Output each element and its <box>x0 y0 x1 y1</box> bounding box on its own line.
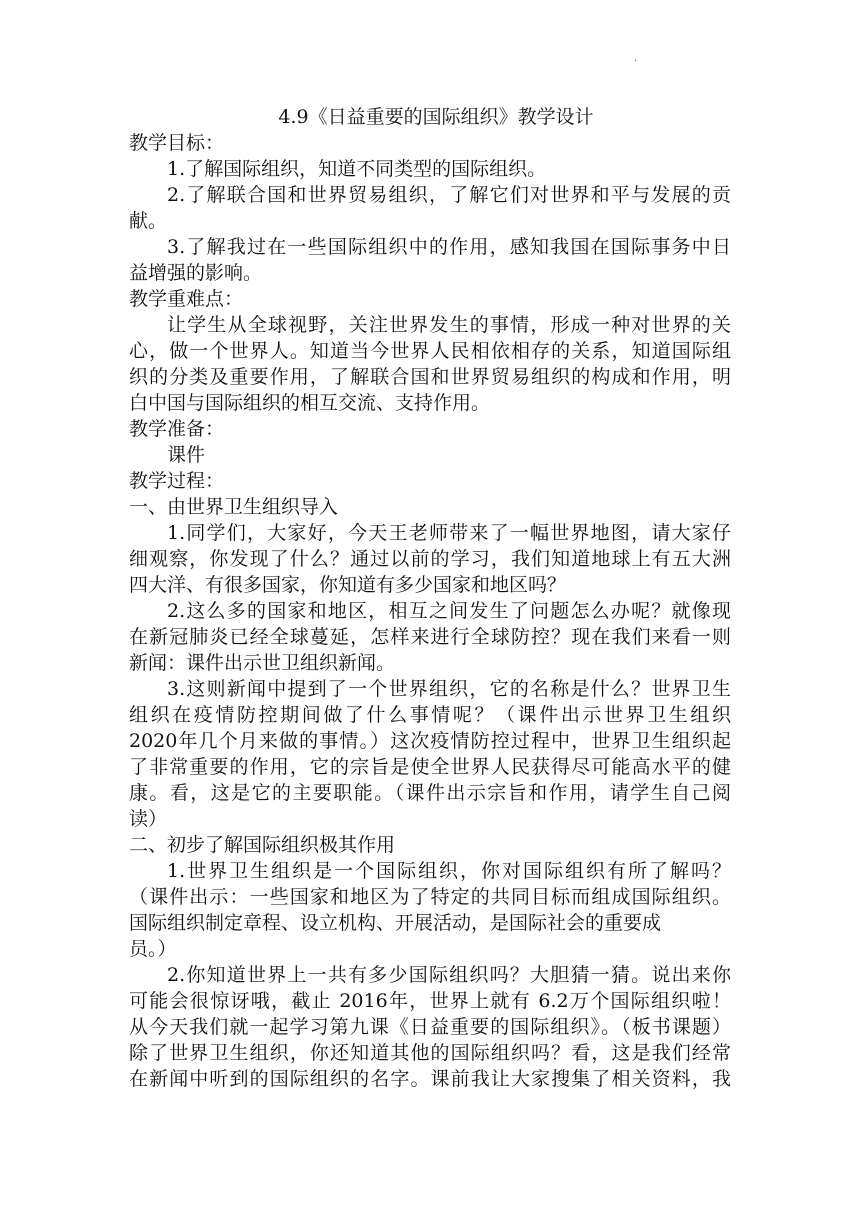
text-line: 除了世界卫生组织，你还知道其他的国际组织吗？看，这是我们经常 <box>129 1042 731 1064</box>
text-line: 可能会很惊讶哦，截止 2016年，世界上就有 6.2万个国际组织啦！ <box>129 990 731 1012</box>
document-sections <box>129 130 731 1092</box>
text-line: 在新闻中听到的国际组织的名字。课前我让大家搜集了相关资料，我 <box>129 1068 731 1090</box>
text-line: 献。 <box>129 210 168 232</box>
text-line: 3.这则新闻中提到了一个世界组织，它的名称是什么？世界卫生 <box>167 678 731 700</box>
section-heading: 教学准备： <box>129 418 225 440</box>
section-heading: 教学重难点： <box>129 288 244 310</box>
section-heading: 教学目标： <box>129 132 225 154</box>
text-line: 新闻：课件出示世卫组织新闻。 <box>129 652 396 674</box>
corner-mark: . <box>634 53 638 64</box>
document-title: 4.9《日益重要的国际组织》教学设计 <box>278 106 594 128</box>
text-line: 员。） <box>129 938 177 960</box>
section-heading: 二、初步了解国际组织极其作用 <box>129 834 396 856</box>
text-line: 组织在疫情防控期间做了什么事情呢？（课件出示世界卫生组织 <box>129 704 731 726</box>
text-line: 课件 <box>167 444 206 466</box>
text-line: 1.同学们，大家好，今天王老师带来了一幅世界地图，请大家仔 <box>167 522 731 544</box>
text-line: 1.世界卫生组织是一个国际组织，你对国际组织有所了解吗？ <box>167 860 731 882</box>
text-line: 2.你知道世界上一共有多少国际组织吗？大胆猜一猜。说出来你 <box>167 964 731 986</box>
text-line: 2.了解联合国和世界贸易组织，了解它们对世界和平与发展的贡 <box>167 184 731 206</box>
document-section <box>129 416 731 468</box>
text-line: 了非常重要的作用，它的宗旨是使全世界人民获得尽可能高水平的健 <box>129 756 731 778</box>
text-line: 细观察，你发现了什么？通过以前的学习，我们知道地球上有五大洲 <box>129 548 731 570</box>
text-line: 读） <box>129 808 168 830</box>
text-line: 2.这么多的国家和地区，相互之间发生了问题怎么办呢？就像现 <box>167 600 731 622</box>
document-body <box>129 104 731 1092</box>
text-line: 心，做一个世界人。知道当今世界人民相依相存的关系，知道国际组 <box>129 340 731 362</box>
text-line: 在新冠肺炎已经全球蔓延，怎样来进行全球防控？现在我们来看一则 <box>129 626 731 648</box>
text-line: 国际组织制定章程、设立机构、开展活动，是国际社会的重要成 <box>129 912 662 934</box>
document-section <box>129 130 731 286</box>
document-section <box>129 468 731 494</box>
section-heading: 教学过程： <box>129 470 225 492</box>
text-line: （课件出示：一些国家和地区为了特定的共同目标而组成国际组织。 <box>129 886 731 908</box>
text-line: 让学生从全球视野，关注世界发生的事情，形成一种对世界的关 <box>167 314 731 336</box>
text-line: 从今天我们就一起学习第九课《日益重要的国际组织》。（板书课题） <box>129 1016 731 1038</box>
section-heading: 一、由世界卫生组织导入 <box>129 496 339 518</box>
text-line: 四大洋、有很多国家，你知道有多少国家和地区吗？ <box>129 574 567 596</box>
text-line: 益增强的影响。 <box>129 262 263 284</box>
text-line: 1.了解国际组织，知道不同类型的国际组织。 <box>167 158 547 180</box>
text-line: 2020年几个月来做的事情。）这次疫情防控过程中，世界卫生组织起 <box>129 730 731 752</box>
text-line: 康。看，这是它的主要职能。（课件出示宗旨和作用，请学生自己阅 <box>129 782 731 804</box>
document-section <box>129 286 731 416</box>
document-section <box>129 832 731 1092</box>
document-section <box>129 494 731 832</box>
text-line: 白中国与国际组织的相互交流、支持作用。 <box>129 392 491 414</box>
text-line: 3.了解我过在一些国际组织中的作用，感知我国在国际事务中日 <box>167 236 731 258</box>
text-line: 织的分类及重要作用，了解联合国和世界贸易组织的构成和作用，明 <box>129 366 731 388</box>
